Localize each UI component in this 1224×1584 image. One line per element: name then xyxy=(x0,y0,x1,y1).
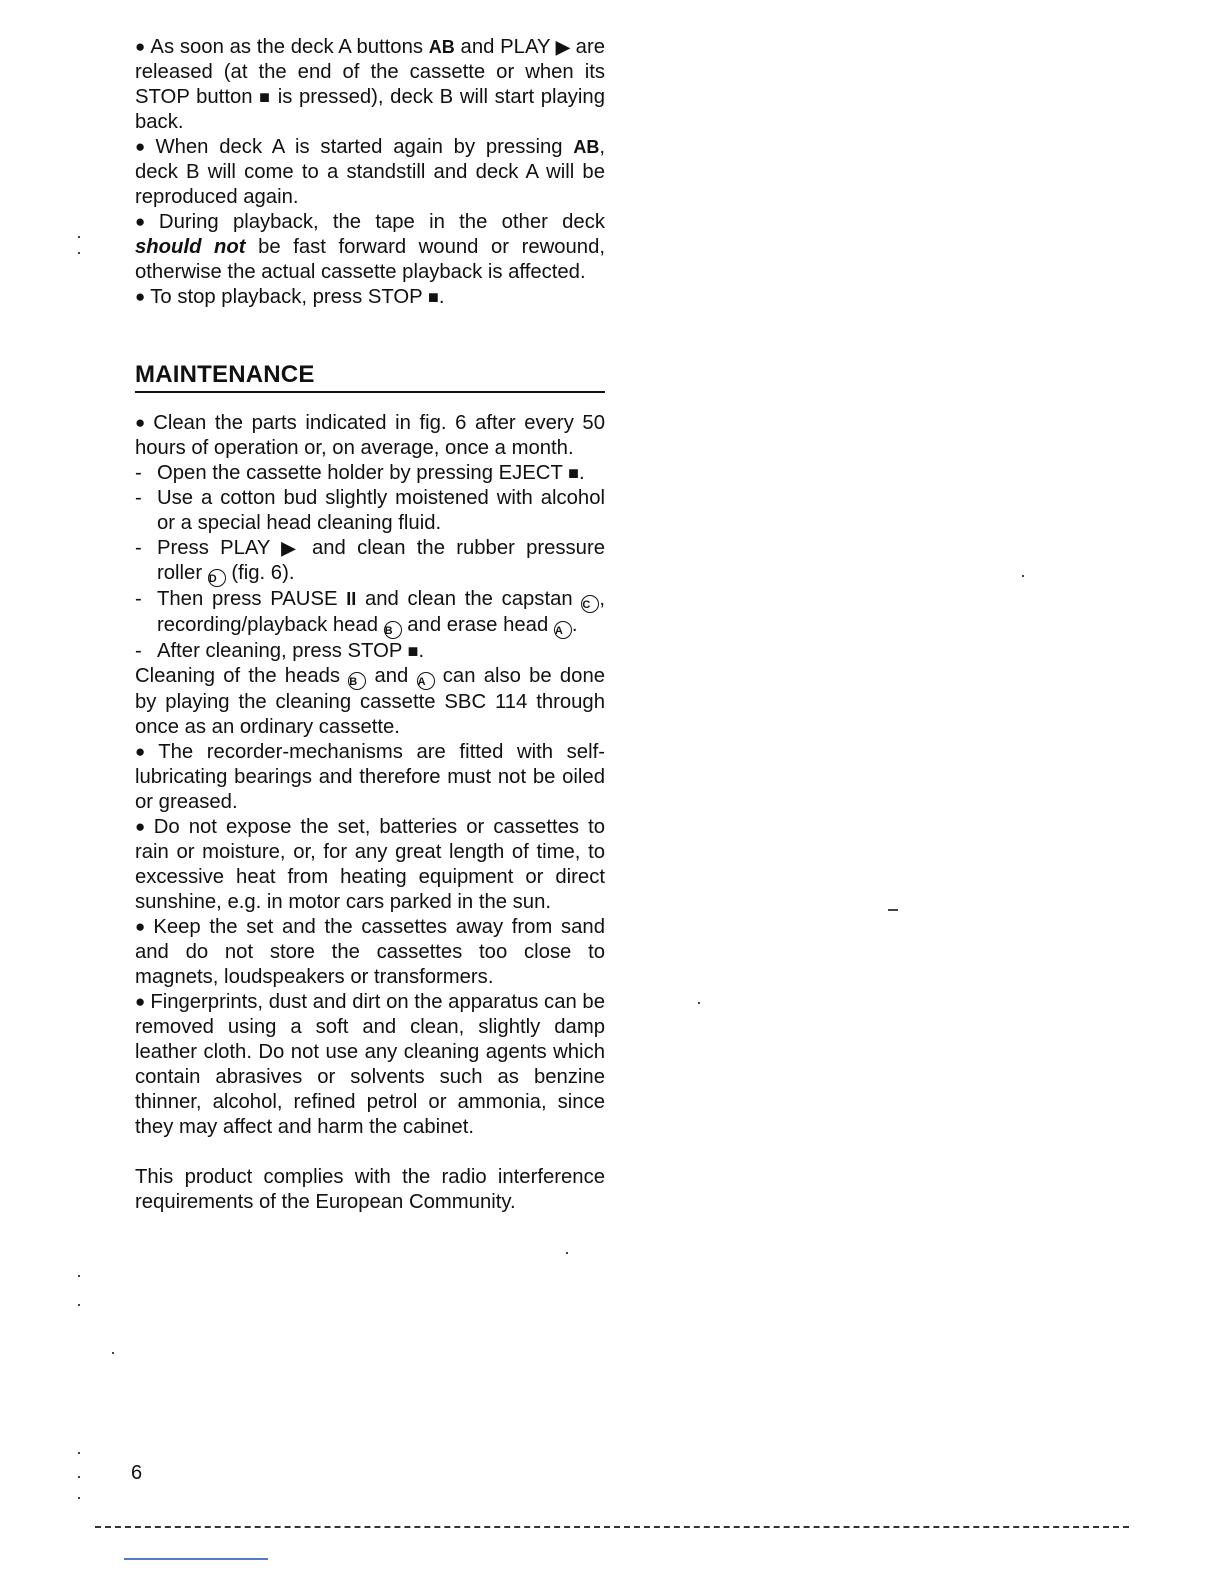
pause-icon: II xyxy=(346,589,357,609)
circled-c-icon: C xyxy=(581,595,599,613)
maintenance-step-5: - After cleaning, press STOP ■. xyxy=(135,640,425,662)
maintenance-paragraph-sand: ● Keep the set and the cassettes away from sand and do not store the cassettes too close to magnets, loudspeakers or transformers. xyxy=(135,916,605,988)
maintenance-step-2: - Use a cotton bud slightly moistened with alcohol or a special head cleaning fluid. xyxy=(135,487,605,534)
maintenance-heading: MAINTENANCE xyxy=(135,360,605,393)
bullet-icon: ● xyxy=(135,413,149,432)
compliance-statement: This product complies with the radio interference requirements of the European Community. xyxy=(135,1166,605,1213)
scan-speck xyxy=(78,1497,80,1499)
circled-a-icon: A xyxy=(417,672,435,690)
stop-icon: ■ xyxy=(407,641,419,661)
scan-speck xyxy=(888,909,898,911)
maintenance-paragraph-moisture: ● Do not expose the set, batteries or cassettes to rain or moisture, or, for any great length of time, to excessive heat from heating equipment or direct sunshine, e.g. in motor cars parked in the sun. xyxy=(135,816,605,913)
scan-speck xyxy=(78,1452,80,1454)
scan-speck xyxy=(112,1352,114,1354)
circled-b-icon: B xyxy=(384,621,402,639)
circled-b-icon: B xyxy=(348,672,366,690)
bullet-icon: ● xyxy=(135,742,154,761)
bullet-icon: ● xyxy=(135,212,154,231)
page-number: 6 xyxy=(131,1462,143,1484)
playback-paragraph-4: ● To stop playback, press STOP ■. xyxy=(135,286,445,308)
stop-icon: ■ xyxy=(259,87,272,107)
stop-icon: ■ xyxy=(427,287,439,307)
scan-speck xyxy=(1022,575,1024,577)
playback-paragraph-1: ● As soon as the deck A buttons AB and PLAY ▶ are released (at the end of the cassette or when its STOP button ■ is pressed), deck B will start playing back. xyxy=(135,36,605,133)
scan-speck xyxy=(78,1304,80,1306)
bullet-icon: ● xyxy=(135,917,149,936)
maintenance-step-3: - Press PLAY ▶ and clean the rubber pressure roller D (fig. 6). xyxy=(135,537,605,585)
play-icon: ▶ xyxy=(281,538,301,558)
circled-d-icon: D xyxy=(208,569,226,587)
maintenance-paragraph-fingerprints: ● Fingerprints, dust and dirt on the apparatus can be removed using a soft and clean, slightly damp leather cloth. Do not use any cleaning agents which contain abrasives or solvents such as benzine thinner, alcohol, refined petrol or ammonia, since they may affect and harm the cabinet. xyxy=(135,991,605,1138)
scan-speck xyxy=(78,1476,80,1478)
maintenance-paragraph-heads: Cleaning of the heads B and A can also be done by playing the cleaning cassette SBC 114 through once as an ordinary cassette. xyxy=(135,665,606,738)
scan-speck xyxy=(698,1002,700,1004)
ab-button-symbol: AB xyxy=(573,137,600,157)
scan-speck xyxy=(78,252,80,254)
maintenance-step-4: - Then press PAUSE II and clean the capstan C , recording/playback head B and erase head A . xyxy=(135,588,605,637)
maintenance-paragraph-1: ● Clean the parts indicated in fig. 6 after every 50 hours of operation or, on average, once a month. xyxy=(135,412,605,459)
maintenance-paragraph-bearings: ● The recorder-mechanisms are fitted with self-lubricating bearings and therefore must not be oiled or greased. xyxy=(135,741,605,813)
ab-button-symbol: AB xyxy=(428,37,455,57)
play-icon: ▶ xyxy=(555,37,570,57)
playback-paragraph-2: ● When deck A is started again by pressing AB, deck B will come to a standstill and deck A will be reproduced again. xyxy=(135,136,605,208)
emphasis-should-not: should not xyxy=(135,236,246,258)
bullet-icon: ● xyxy=(135,37,146,56)
text-column xyxy=(135,35,605,1215)
bullet-icon: ● xyxy=(135,137,151,156)
scan-edge-line xyxy=(95,1526,1129,1528)
scan-speck xyxy=(78,236,80,238)
scan-speck xyxy=(566,1252,568,1254)
bullet-icon: ● xyxy=(135,287,146,306)
eject-icon: ■ xyxy=(568,463,579,483)
circled-a-icon: A xyxy=(554,621,572,639)
scan-blue-mark xyxy=(124,1558,268,1560)
scan-speck xyxy=(78,1275,80,1277)
bullet-icon: ● xyxy=(135,992,146,1011)
bullet-icon: ● xyxy=(135,817,149,836)
playback-paragraph-3: ● During playback, the tape in the other deck should not be fast forward wound or rewound, otherwise the actual cassette playback is affected. xyxy=(135,211,605,283)
maintenance-step-1: - Open the cassette holder by pressing EJECT ■. xyxy=(135,462,585,484)
